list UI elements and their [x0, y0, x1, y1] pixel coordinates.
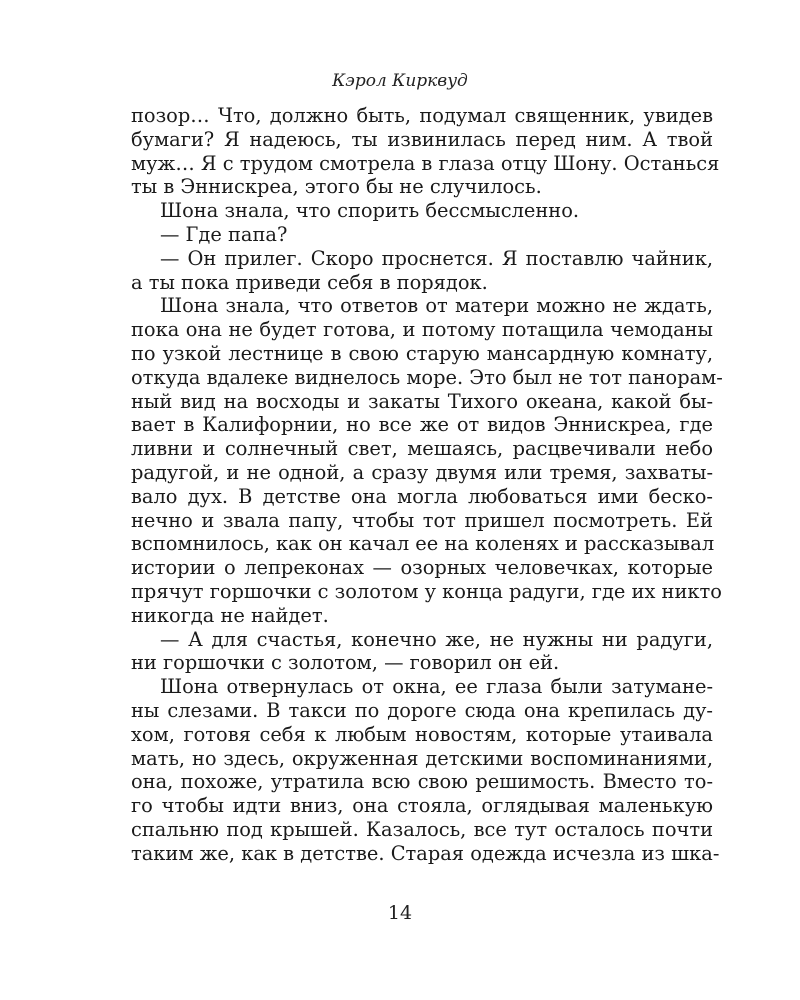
text-line: Шона знала, что спорить бессмысленно. [160, 199, 580, 223]
text-line: — Он прилег. Скоро проснется. Я поставлю чайник, [160, 246, 713, 270]
text-line: позор… Что, должно быть, подумал священник, увидев [131, 104, 713, 127]
text-line: бумаги? Я надеюсь, ты извинилась перед ним. А твой [131, 127, 713, 151]
text-line: таким же, как в детстве. Старая одежда исчезла из шка- [131, 841, 720, 865]
text-line: ты в Эннискреа, этого бы не случилось. [131, 175, 542, 199]
text-line: Шона знала, что ответов от матери можно не ждать, [160, 294, 713, 318]
text-line: вает в Калифорнии, но все же от видов Эннискреа, где [131, 413, 713, 437]
running-head-author: Кэрол Кирквуд [332, 71, 468, 91]
text-line: вспомнилось, как он качал ее на коленях и рассказывал [131, 532, 715, 556]
text-line: хом, готовя себя к любым новостям, которые утаивала [131, 722, 713, 746]
text-line: ны слезами. В такси по дороге сюда она крепилась ду- [131, 698, 713, 722]
text-line: откуда вдалеке виднелось море. Это был не тот панорам- [131, 365, 723, 389]
text-line: го чтобы идти вниз, она стояла, оглядывая маленькую [131, 794, 713, 818]
text-line: а ты пока приведи себя в порядок. [131, 270, 488, 294]
text-line: муж… Я с трудом смотрела в глаза отцу Шону. Останься [131, 151, 720, 175]
text-line: мать, но здесь, окруженная детскими воспоминаниями, [131, 746, 713, 770]
text-line: истории о лепреконах — озорных человечках, которые [131, 556, 713, 580]
text-line: по узкой лестнице в свою старую мансардную комнату, [131, 341, 713, 365]
text-line: — Где папа? [160, 222, 288, 246]
text-line: — А для счастья, конечно же, не нужны ни радуги, [160, 627, 713, 651]
text-line: радугой, и не одной, а сразу двумя или тремя, захваты- [131, 460, 713, 484]
text-line: спальню под крышей. Казалось, все тут осталось почти [131, 817, 713, 841]
text-line: ливни и солнечный свет, мешаясь, расцвечивали небо [131, 437, 713, 461]
text-line: вало дух. В детстве она могла любоваться ими беско- [131, 484, 713, 508]
text-line: прячут горшочки с золотом у конца радуги, где их никто [131, 579, 722, 603]
text-line: никогда не найдет. [131, 603, 329, 627]
text-line: нечно и звала папу, чтобы тот пришел посмотреть. Ей [131, 508, 713, 532]
text-line: ни горшочки с золотом, — говорил он ей. [131, 651, 560, 675]
text-line: пока она не будет готова, и потому потащила чемоданы [131, 318, 713, 342]
text-line: она, похоже, утратила всю свою решимость. Вместо то- [131, 770, 713, 794]
page-number: 14 [387, 902, 413, 924]
body-text [131, 104, 723, 866]
text-line: ный вид на восходы и закаты Тихого океана, какой бы- [131, 389, 713, 413]
text-line: Шона отвернулась от окна, ее глаза были затумане- [160, 675, 713, 699]
